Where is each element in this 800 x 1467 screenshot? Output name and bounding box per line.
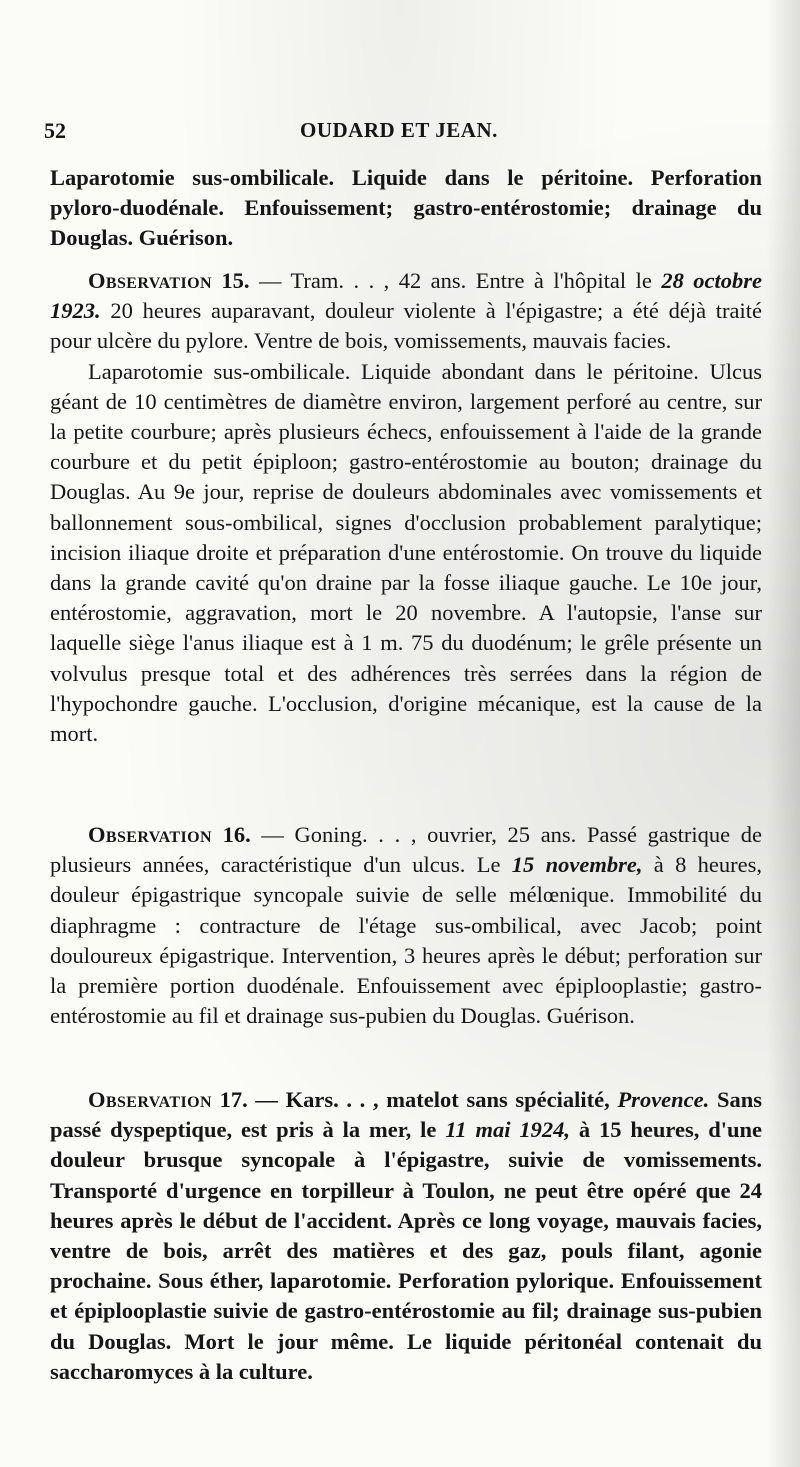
observation-17-paragraph (50, 1085, 762, 1387)
observation-text: — Goning. . . , ouvrier, 25 ans. Passé gastrique de plusieurs années, caractéristique d'un ulcus. Le (50, 822, 763, 878)
observation-text: à 8 heures, douleur épigastrique syncopale suivie de selle mélœnique. Immobilité du diaphragme : contracture de l'étage sus-ombilical, avec Jacob; point douloureux épigastrique. Intervention, 3 heures après le début; perforation sur la première portion duodénale. Enfouissement avec épiplooplastie; gastro-entérostomie au fil et drainage sus-pubien du Douglas. Guérison. (50, 852, 762, 1029)
observation-text: — Kars. . . , matelot sans spécialité, (247, 1087, 618, 1112)
observation-number: 15. (221, 268, 250, 293)
intro-paragraph (50, 163, 762, 254)
page-edge-shadow (766, 0, 800, 1467)
observation-number: 17. (219, 1087, 248, 1112)
observation-15 (50, 266, 762, 749)
observation-16 (50, 820, 762, 1031)
observation-text: 20 heures auparavant, douleur violente à l'épigastre; a été déjà traité pour ulcère du pylore. Ventre de bois, vomissements, mauvais facies. (50, 298, 762, 354)
observation-text: — Tram. . . , 42 ans. Entre à l'hôpital le (249, 268, 662, 293)
observation-date: 11 mai 1924, (445, 1117, 570, 1143)
page-header (44, 118, 760, 154)
observation-date: 28 octobre 1923. (50, 268, 762, 324)
observation-label: Observation (88, 822, 212, 847)
observation-number: 16. (222, 822, 251, 847)
observation-text: à 15 heures, d'une douleur brusque syncopale à l'épigastre, suivie de vomissements. Transporté d'urgence en torpilleur à Toulon, ne peut être opéré que 24 heures après le début de l'accident. Après ce long voyage, mauvais facies, ventre de bois, arrêt des matières et des gaz, pouls filant, agonie prochaine. Sous éther, laparotomie. Perforation pylorique. Enfouissement et épiplooplastie suivie de gastro-entérostomie au fil; drainage sus-pubien du Douglas. Mort le jour même. Le liquide péritonéal contenait du saccharomyces à la culture. (50, 1117, 763, 1384)
observation-15-paragraph-2: Laparotomie sus-ombilicale. Liquide abondant dans le péritoine. Ulcus géant de 10 centimètres de diamètre environ, largement perforé au centre, sur la petite courbure; après plusieurs échecs, enfouissement à l'aide de la grande courbure et du petit épiploon; gastro-entérostomie au bouton; drainage du Douglas. Au 9e jour, reprise de douleurs abdominales avec vomissements et ballonnement sous-ombilical, signes d'occlusion probablement paralytique; incision iliaque droite et préparation d'une entérostomie. On trouve du liquide dans la grande cavité qu'on draine par la fosse iliaque gauche. Le 10e jour, entérostomie, aggravation, mort le 20 novembre. A l'autopsie, l'anse sur laquelle siège l'anus iliaque est à 1 m. 75 du duodénum; le grêle présente un volvulus presque total et des adhérences très serrées dans la région de l'hypochondre gauche. L'occlusion, d'origine mécanique, est la cause de la mort. (50, 358, 762, 747)
observation-15-paragraph-1 (50, 266, 762, 357)
observation-text: Sans passé dyspeptique, est pris à la mer, le (50, 1087, 762, 1143)
intro-text: Laparotomie sus-ombilicale. Liquide dans le péritoine. Perforation pyloro-duodénale. Enfouissement; gastro-entérostomie; drainage du Douglas. Guérison. (50, 165, 762, 251)
running-head: OUDARD ET JEAN. (300, 118, 498, 142)
page-number: 52 (44, 118, 66, 143)
observation-17 (50, 1085, 762, 1387)
observation-date: 15 novembre, (511, 852, 643, 878)
observation-16-paragraph (50, 820, 762, 1031)
observation-label: Observation (88, 268, 212, 293)
observation-label: Observation (88, 1087, 212, 1112)
ship-name: Provence. (617, 1087, 710, 1112)
